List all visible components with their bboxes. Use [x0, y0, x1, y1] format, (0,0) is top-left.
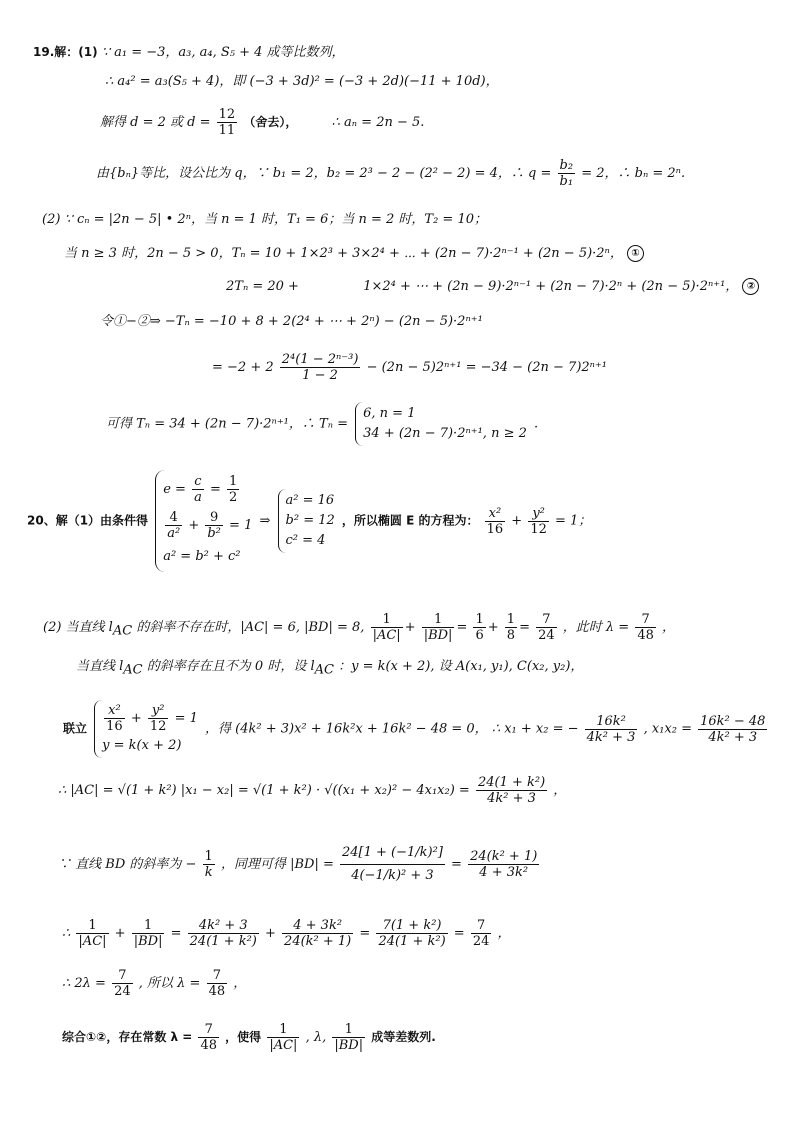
plus: +	[511, 513, 523, 529]
frac-den: 24	[472, 934, 490, 949]
frac-num: 7	[635, 612, 656, 628]
such-that: ，使得	[225, 1030, 262, 1044]
frac-den: |AC|	[78, 934, 107, 949]
frac-num: 4	[165, 510, 182, 526]
frac-den: b₁	[559, 174, 574, 189]
p20-part2-line-3	[63, 700, 769, 758]
frac-7-24	[536, 612, 557, 643]
frac-den: 24	[114, 984, 131, 999]
frac-num: 9	[205, 510, 223, 526]
frac-num: 7	[471, 918, 492, 934]
vieta-sum: ∴ x₁ + x₂ = −	[491, 721, 579, 737]
lac-label: (2) 当直线 l	[43, 620, 113, 635]
p19-part2-line-1	[42, 212, 487, 228]
frac-num: 24(1 + k²)	[477, 775, 546, 790]
frac-num: 4 + 3k²	[282, 918, 353, 934]
comma: ，	[662, 620, 676, 635]
plus: +	[265, 926, 276, 941]
eq: =	[170, 926, 182, 941]
frac-den: 12	[149, 719, 167, 734]
frac-1-ac	[267, 1022, 299, 1053]
frac-c-a	[192, 474, 204, 505]
p20-part2-line-1: (2) 当直线 $l_{AC}$ 的斜率不存在时，|AC| = 6, |BD| = 8, $\frac{1}{|AC|}$ + $\frac{1}{|BD|}$ = $\frac{1}{6}$ + $\frac{1}{8}$ = $\frac{7}{24}$ ，此时 λ = $\frac{7}{48}$ ，	[43, 612, 676, 643]
frac-4-a2	[165, 510, 182, 541]
bd-length-label: ，同理可得 |BD| =	[220, 857, 334, 872]
frac-den: 4 + 3k²	[479, 865, 529, 880]
frac-num: 1	[132, 918, 165, 934]
p19-bn-ratio: 由{bₙ}等比，设公比为 q，∵ b₁ = 2，b₂ = 2³ − 2 − (2² − 2) = 4，∴ q =	[96, 166, 552, 181]
piecewise-case-2: 34 + (2n − 7)·2ⁿ⁺¹, n ≥ 2	[363, 426, 527, 441]
p20-condition-system	[155, 470, 252, 572]
frac-num: y²	[148, 703, 169, 719]
frac-num: 7	[207, 968, 228, 984]
p19-discard: （舍去），	[243, 115, 298, 129]
b-squared: b² = 12	[285, 513, 335, 528]
p19-line-2	[105, 74, 499, 90]
frac-den: 4k² + 3	[586, 729, 636, 745]
frac-7-24	[112, 968, 133, 999]
p19-part2-line-4	[100, 314, 483, 330]
frac-den: 24(1 + k²)	[378, 934, 446, 949]
frac-1-bd	[332, 1022, 365, 1053]
p20-part2-line-7	[62, 968, 246, 999]
two-lambda: ∴ 2λ =	[62, 976, 106, 991]
a-squared: a² = 16	[285, 493, 335, 508]
plus: +	[114, 926, 126, 941]
frac-num: b₂	[559, 158, 574, 173]
frac-num: 1	[229, 474, 238, 489]
p20-heading: 20、解（1）由条件得	[27, 513, 149, 528]
cond-eccentricity	[163, 472, 252, 508]
vieta-product: , x₁x₂ =	[643, 721, 692, 737]
frac-7-48	[198, 1022, 219, 1053]
therefore: ∴	[62, 926, 71, 941]
frac-num: x²	[485, 506, 506, 522]
frac-1-8	[505, 612, 517, 643]
frac-den: 24	[538, 628, 555, 643]
piecewise-case-1: 6, n = 1	[363, 406, 416, 421]
frac-num: 1	[371, 612, 403, 628]
frac-x2-16	[485, 506, 506, 537]
comma: ，	[233, 976, 247, 991]
frac-den: a	[194, 490, 202, 505]
p19-line-3	[100, 107, 424, 138]
frac-bd-raw	[340, 842, 445, 887]
frac-7-24	[471, 918, 492, 949]
lac-label: 当直线 l	[76, 659, 124, 674]
comma: ，	[553, 783, 567, 798]
ellipse-conclusion: ，所以椭圆 E 的方程为：	[341, 513, 479, 528]
cond-abc: a² = b² + c²	[163, 549, 241, 564]
frac-num: 16k² − 48	[700, 713, 766, 729]
frac-x2-16	[104, 703, 125, 734]
frac-num: 2⁴(1 − 2ⁿ⁻³)	[281, 352, 359, 367]
frac-den: a²	[167, 526, 181, 541]
p20-part2-line-5	[58, 842, 541, 887]
p19-tn-final: 可得 Tₙ = 34 + (2n − 7)·2ⁿ⁺¹，∴ Tₙ =	[106, 416, 348, 432]
frac-num: 1	[422, 612, 455, 628]
frac-den: k	[204, 865, 213, 880]
p20-part2-line-2	[76, 659, 584, 678]
p19-an-result: ∴ aₙ = 2n − 5.	[331, 115, 425, 130]
p19-subtract: 令①−②⇒ −Tₙ = −10 + 8 + 2(2⁴ + ⋯ + 2ⁿ) − (2n − 5)·2ⁿ⁺¹	[100, 314, 483, 329]
circled-one-marker: ①	[627, 245, 644, 262]
lac-sub: AC	[123, 662, 143, 678]
frac-num: 7	[198, 1022, 219, 1038]
eq: =	[453, 926, 465, 941]
p20-line-1	[27, 470, 591, 572]
frac-den: |AC|	[269, 1038, 298, 1053]
circled-two-marker: ②	[742, 278, 759, 295]
frac-num: x²	[104, 703, 125, 719]
line-equation: ：y = k(x + 2), 设 A(x₁, y₁), C(x₂, y₂)，	[338, 659, 584, 674]
e-label: e =	[163, 482, 186, 497]
frac-sum	[585, 714, 638, 745]
frac-den: |AC|	[372, 628, 401, 643]
p19-2tn-sum: 1×2⁴ + ⋯ + (2n − 9)·2ⁿ⁻¹ + (2n − 7)·2ⁿ + (2n − 5)·2ⁿ⁺¹，	[363, 279, 739, 294]
frac-den: 8	[506, 628, 516, 643]
p19-cn-def: (2) ∵ cₙ = |2n − 5| • 2ⁿ，当 n = 1 时，T₁ = 6；当 n = 2 时，T₂ = 10；	[42, 212, 487, 227]
p19-part2-line-5	[212, 352, 607, 383]
frac-num: 16k²	[585, 714, 638, 730]
frac-num: 7(1 + k²)	[376, 918, 447, 934]
frac-den: 2	[229, 490, 238, 505]
eq-one: = 1	[229, 518, 253, 533]
summary-label: 综合①②，存在常数 λ =	[62, 1030, 193, 1044]
p20-combined-system	[94, 700, 198, 758]
frac-den: 4(−1/k)² + 3	[351, 868, 434, 883]
slope-undefined: 的斜率不存在时，|AC| = 6, |BD| = 8,	[136, 620, 365, 635]
frac-num: 1	[267, 1022, 299, 1038]
p19-geom-result: − (2n − 5)2ⁿ⁺¹ = −34 − (2n − 7)2ⁿ⁺¹	[366, 360, 608, 375]
ellipse-equation	[102, 702, 198, 736]
frac-num: 7	[536, 612, 557, 628]
arithmetic-sequence-conclusion: 成等差数列.	[371, 1030, 436, 1044]
ac-length: ∴ |AC| = √(1 + k²) |x₁ − x₂| = √(1 + k²) · √((x₁ + x₂)² − 4x₁x₂) =	[58, 783, 470, 798]
frac-den: 12	[530, 521, 547, 537]
p19-given: ∵ a₁ = −3，a₃, a₄, S₅ + 4 成等比数列，	[101, 45, 345, 60]
frac-den: |BD|	[334, 1038, 364, 1053]
frac-num: 1	[204, 849, 213, 864]
comma: ，	[497, 926, 511, 941]
frac-product	[698, 714, 767, 745]
p19-relation: ∴ a₄² = a₃(S₅ + 4)，即	[105, 74, 246, 89]
p19-fraction-b2-b1	[558, 158, 576, 189]
lambda-value-label: ，此时 λ =	[562, 620, 630, 635]
p20-result-system	[278, 489, 335, 553]
frac-den: 4k² + 3	[487, 791, 536, 806]
frac-1-ac	[371, 612, 403, 643]
plus: +	[130, 711, 142, 726]
frac-den: 6	[475, 628, 484, 643]
frac-num: 12	[218, 107, 236, 122]
frac-num: y²	[528, 506, 549, 522]
frac-den: 4k² + 3	[708, 729, 758, 745]
frac-den: 48	[200, 1038, 218, 1053]
frac-1-bd	[422, 612, 455, 643]
frac-num: 1	[506, 612, 516, 627]
p19-fraction-12-11	[217, 107, 238, 138]
lambda-label: , 所以 λ =	[138, 976, 201, 991]
frac-den: 48	[637, 628, 654, 643]
frac-num: 24[1 + (−1/k)²]	[340, 842, 445, 865]
frac-den: 16	[106, 719, 123, 734]
frac-num: 1	[332, 1022, 365, 1038]
quadratic: ，得 (4k² + 3)x² + 16k²x + 16k² − 48 = 0，	[205, 721, 488, 737]
frac-7-48	[207, 968, 228, 999]
slope-exists: 的斜率存在且不为 0 时，设 l	[146, 659, 315, 674]
eq-one: = 1	[174, 711, 198, 726]
frac-num: 4k² + 3	[188, 918, 259, 934]
frac-den: 1 − 2	[302, 368, 338, 383]
eq-one: = 1；	[555, 513, 592, 529]
frac-num: 1	[475, 612, 484, 627]
p19-line-1	[33, 44, 345, 61]
implies-arrow: ⇒	[259, 513, 271, 529]
p19-solve-d: 解得 d = 2 或 d =	[100, 115, 211, 130]
frac-num: 1	[76, 918, 108, 934]
p19-tn-sum: 当 n ≥ 3 时，2n − 5 > 0，Tₙ = 10 + 1×2³ + 3×2⁴ + ⋯ + (2n − 7)·2ⁿ⁻¹ + (2n − 5)·2ⁿ，	[64, 246, 623, 261]
frac-den: |BD|	[133, 934, 163, 949]
frac-den: b²	[207, 526, 221, 541]
combine-label: 联立	[63, 721, 88, 736]
p20-part2-line-8	[62, 1022, 436, 1053]
eq: =	[451, 857, 462, 872]
plus: +	[188, 518, 200, 533]
p19-bn-result: = 2，∴ bₙ = 2ⁿ.	[581, 166, 686, 181]
frac-num: c	[192, 474, 204, 490]
frac-den: 24(k² + 1)	[284, 934, 352, 949]
p20-part2-line-6	[62, 918, 511, 949]
frac-combined	[376, 918, 447, 949]
p19-part2-line-6	[106, 402, 538, 446]
p19-line-4	[96, 158, 685, 189]
frac-7-48	[635, 612, 656, 643]
lambda-sep: , λ,	[305, 1030, 327, 1045]
p19-geom-start: = −2 + 2	[212, 360, 274, 375]
eq: =	[209, 482, 221, 497]
line-equation: y = k(x + 2)	[102, 738, 182, 753]
cond-point	[163, 508, 252, 544]
frac-den: |BD|	[423, 628, 453, 643]
p20-part2-line-4	[58, 775, 566, 806]
p19-equation: (−3 + 3d)² = (−3 + 2d)(−11 + 10d)，	[249, 74, 499, 89]
period: .	[534, 416, 539, 432]
frac-9-b2	[205, 510, 223, 541]
frac-term-1	[188, 918, 259, 949]
frac-num: 24(k² + 1)	[470, 849, 538, 864]
p19-geom-fraction	[280, 352, 361, 383]
p19-2tn-start: 2Tₙ = 20 +	[226, 279, 299, 294]
frac-bd	[468, 849, 539, 880]
frac-y2-12	[148, 703, 169, 734]
frac-1-6	[473, 612, 485, 643]
frac-1-2	[227, 474, 239, 505]
frac-1-bd	[132, 918, 165, 949]
frac-1-ac	[76, 918, 108, 949]
frac-ac	[476, 775, 547, 806]
frac-y2-12	[528, 506, 549, 537]
c-squared: c² = 4	[285, 533, 326, 548]
eq: =	[359, 926, 371, 941]
p19-heading: 19.解：(1)	[33, 45, 98, 59]
lac-sub: AC	[112, 623, 133, 639]
frac-den: 48	[208, 984, 226, 999]
p19-part2-line-3	[226, 278, 759, 295]
lac-sub-2: AC	[314, 662, 334, 678]
bd-slope: ∵ 直线 BD 的斜率为 −	[58, 857, 197, 872]
frac-1-k	[203, 849, 215, 880]
frac-term-2	[282, 918, 353, 949]
frac-den: 24(1 + k²)	[189, 934, 257, 949]
p19-part2-line-2	[64, 245, 644, 262]
frac-num: 7	[112, 968, 133, 984]
frac-den: 11	[218, 123, 236, 138]
frac-den: 16	[486, 521, 504, 537]
p19-piecewise	[355, 402, 527, 446]
